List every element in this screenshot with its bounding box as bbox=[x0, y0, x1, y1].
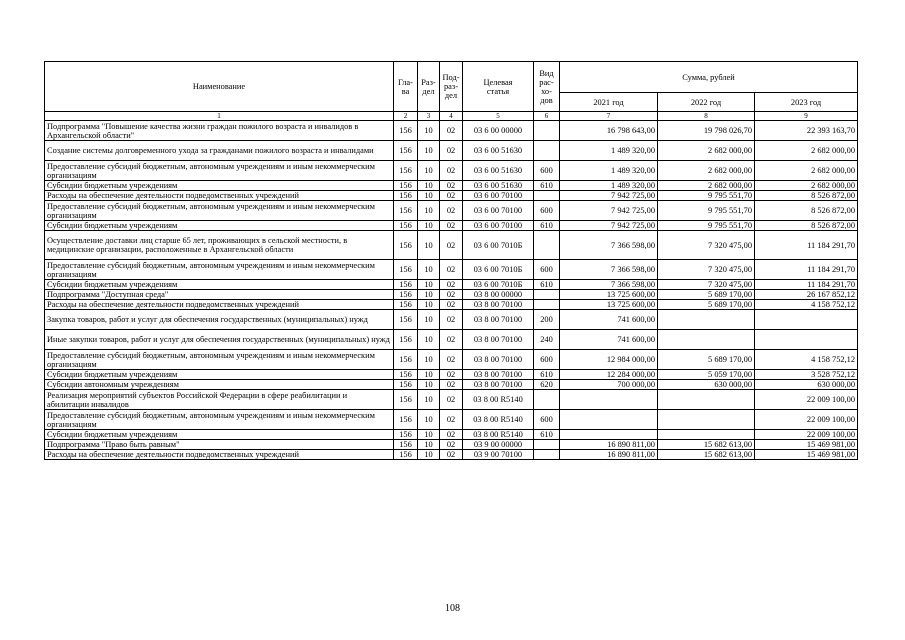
row-razdel: 10 bbox=[418, 300, 440, 310]
row-vid-rashodov bbox=[534, 390, 560, 410]
table-body bbox=[45, 121, 858, 460]
row-razdel: 10 bbox=[418, 290, 440, 300]
row-sum-2022: 5 059 170,00 bbox=[658, 370, 755, 380]
row-razdel: 10 bbox=[418, 410, 440, 430]
row-name: Предоставление субсидий бюджетным, автономным учреждениям и иным некоммерческим организациям bbox=[45, 260, 394, 280]
row-sum-2023: 22 009 100,00 bbox=[755, 430, 858, 440]
table-row bbox=[45, 260, 858, 280]
row-sum-2021: 7 366 598,00 bbox=[560, 260, 658, 280]
row-vid-rashodov: 620 bbox=[534, 380, 560, 390]
row-vid-rashodov: 600 bbox=[534, 260, 560, 280]
row-razdel: 10 bbox=[418, 450, 440, 460]
row-name: Субсидии бюджетным учреждениям bbox=[45, 370, 394, 380]
table-row bbox=[45, 440, 858, 450]
row-vid-rashodov: 600 bbox=[534, 201, 560, 221]
row-podrazdel: 02 bbox=[440, 390, 463, 410]
row-sum-2021 bbox=[560, 430, 658, 440]
row-sum-2023: 22 009 100,00 bbox=[755, 390, 858, 410]
column-number: 5 bbox=[463, 112, 534, 121]
row-podrazdel: 02 bbox=[440, 410, 463, 430]
row-sum-2023: 4 158 752,12 bbox=[755, 300, 858, 310]
row-glava: 156 bbox=[394, 191, 418, 201]
row-podrazdel: 02 bbox=[440, 161, 463, 181]
table-row bbox=[45, 430, 858, 440]
row-glava: 156 bbox=[394, 430, 418, 440]
row-sum-2021: 16 890 811,00 bbox=[560, 450, 658, 460]
row-glava: 156 bbox=[394, 201, 418, 221]
row-cel-statya: 03 8 00 R5140 bbox=[463, 430, 534, 440]
table-row bbox=[45, 141, 858, 161]
row-vid-rashodov bbox=[534, 121, 560, 141]
row-sum-2021: 7 366 598,00 bbox=[560, 231, 658, 260]
row-podrazdel: 02 bbox=[440, 380, 463, 390]
row-sum-2022 bbox=[658, 310, 755, 330]
row-sum-2022: 9 795 551,70 bbox=[658, 201, 755, 221]
row-sum-2022: 2 682 000,00 bbox=[658, 141, 755, 161]
row-podrazdel: 02 bbox=[440, 450, 463, 460]
table-row bbox=[45, 280, 858, 290]
row-sum-2021: 16 890 811,00 bbox=[560, 440, 658, 450]
row-sum-2022: 5 689 170,00 bbox=[658, 350, 755, 370]
row-sum-2021 bbox=[560, 390, 658, 410]
column-number: 1 bbox=[45, 112, 394, 121]
header-glava: Гла- ва bbox=[394, 62, 418, 112]
budget-table-container bbox=[44, 61, 858, 460]
row-name: Субсидии бюджетным учреждениям bbox=[45, 430, 394, 440]
row-sum-2021 bbox=[560, 410, 658, 430]
row-vid-rashodov: 610 bbox=[534, 221, 560, 231]
row-vid-rashodov bbox=[534, 290, 560, 300]
row-sum-2022 bbox=[658, 330, 755, 350]
row-sum-2023: 4 158 752,12 bbox=[755, 350, 858, 370]
row-sum-2021: 7 942 725,00 bbox=[560, 191, 658, 201]
row-sum-2023: 15 469 981,00 bbox=[755, 440, 858, 450]
row-sum-2022: 630 000,00 bbox=[658, 380, 755, 390]
row-sum-2023: 2 682 000,00 bbox=[755, 161, 858, 181]
row-sum-2023: 11 184 291,70 bbox=[755, 231, 858, 260]
row-vid-rashodov: 200 bbox=[534, 310, 560, 330]
row-sum-2023: 8 526 872,00 bbox=[755, 191, 858, 201]
column-number: 2 bbox=[394, 112, 418, 121]
table-row bbox=[45, 300, 858, 310]
row-glava: 156 bbox=[394, 410, 418, 430]
table-row bbox=[45, 231, 858, 260]
row-vid-rashodov bbox=[534, 440, 560, 450]
column-number-row bbox=[45, 112, 858, 121]
row-vid-rashodov bbox=[534, 300, 560, 310]
row-glava: 156 bbox=[394, 350, 418, 370]
row-sum-2022: 9 795 551,70 bbox=[658, 191, 755, 201]
row-name: Осуществление доставки лиц старше 65 лет, проживающих в сельской местности, в медицинские организации, расположенные в Архангельской области bbox=[45, 231, 394, 260]
row-name: Расходы на обеспечение деятельности подведомственных учреждений bbox=[45, 300, 394, 310]
row-razdel: 10 bbox=[418, 181, 440, 191]
row-razdel: 10 bbox=[418, 161, 440, 181]
row-name: Подпрограмма "Право быть равным" bbox=[45, 440, 394, 450]
row-name: Закупка товаров, работ и услуг для обеспечения государственных (муниципальных) нужд bbox=[45, 310, 394, 330]
row-sum-2021: 1 489 320,00 bbox=[560, 141, 658, 161]
table-row bbox=[45, 221, 858, 231]
table-row bbox=[45, 410, 858, 430]
row-razdel: 10 bbox=[418, 201, 440, 221]
row-name: Подпрограмма "Повышение качества жизни граждан пожилого возраста и инвалидов в Архангельской области" bbox=[45, 121, 394, 141]
row-glava: 156 bbox=[394, 370, 418, 380]
row-sum-2023: 2 682 000,00 bbox=[755, 181, 858, 191]
table-row bbox=[45, 191, 858, 201]
row-name: Предоставление субсидий бюджетным, автономным учреждениям и иным некоммерческим организациям bbox=[45, 201, 394, 221]
row-razdel: 10 bbox=[418, 191, 440, 201]
table-row bbox=[45, 290, 858, 300]
row-cel-statya: 03 6 00 51630 bbox=[463, 181, 534, 191]
row-cel-statya: 03 6 00 7010Б bbox=[463, 260, 534, 280]
row-razdel: 10 bbox=[418, 260, 440, 280]
row-podrazdel: 02 bbox=[440, 370, 463, 380]
row-name: Расходы на обеспечение деятельности подведомственных учреждений bbox=[45, 450, 394, 460]
row-glava: 156 bbox=[394, 231, 418, 260]
header-year-2021: 2021 год bbox=[560, 93, 658, 112]
budget-table bbox=[44, 61, 858, 460]
table-row bbox=[45, 350, 858, 370]
table-row bbox=[45, 201, 858, 221]
table-row bbox=[45, 390, 858, 410]
row-sum-2023: 630 000,00 bbox=[755, 380, 858, 390]
row-cel-statya: 03 6 00 51630 bbox=[463, 161, 534, 181]
row-vid-rashodov: 600 bbox=[534, 350, 560, 370]
row-podrazdel: 02 bbox=[440, 141, 463, 161]
row-sum-2022: 5 689 170,00 bbox=[658, 300, 755, 310]
row-sum-2021: 13 725 600,00 bbox=[560, 290, 658, 300]
row-podrazdel: 02 bbox=[440, 260, 463, 280]
row-sum-2022 bbox=[658, 390, 755, 410]
row-podrazdel: 02 bbox=[440, 231, 463, 260]
row-podrazdel: 02 bbox=[440, 221, 463, 231]
column-number: 3 bbox=[418, 112, 440, 121]
table-row bbox=[45, 450, 858, 460]
row-razdel: 10 bbox=[418, 370, 440, 380]
row-razdel: 10 bbox=[418, 440, 440, 450]
row-cel-statya: 03 8 00 70100 bbox=[463, 380, 534, 390]
row-cel-statya: 03 6 00 7010Б bbox=[463, 231, 534, 260]
row-podrazdel: 02 bbox=[440, 280, 463, 290]
row-name: Субсидии автономным учреждениям bbox=[45, 380, 394, 390]
row-cel-statya: 03 9 00 00000 bbox=[463, 440, 534, 450]
row-vid-rashodov: 610 bbox=[534, 430, 560, 440]
header-razdel: Раз- дел bbox=[418, 62, 440, 112]
row-podrazdel: 02 bbox=[440, 290, 463, 300]
row-podrazdel: 02 bbox=[440, 191, 463, 201]
row-cel-statya: 03 8 00 70100 bbox=[463, 300, 534, 310]
row-vid-rashodov: 600 bbox=[534, 410, 560, 430]
row-podrazdel: 02 bbox=[440, 201, 463, 221]
table-row bbox=[45, 121, 858, 141]
row-sum-2021: 13 725 600,00 bbox=[560, 300, 658, 310]
table-row bbox=[45, 161, 858, 181]
row-sum-2022: 15 682 613,00 bbox=[658, 450, 755, 460]
row-sum-2021: 16 798 643,00 bbox=[560, 121, 658, 141]
row-vid-rashodov bbox=[534, 141, 560, 161]
row-sum-2023: 15 469 981,00 bbox=[755, 450, 858, 460]
header-name: Наименование bbox=[45, 62, 394, 112]
row-vid-rashodov: 610 bbox=[534, 370, 560, 380]
table-row bbox=[45, 310, 858, 330]
row-podrazdel: 02 bbox=[440, 121, 463, 141]
row-sum-2022 bbox=[658, 430, 755, 440]
row-glava: 156 bbox=[394, 300, 418, 310]
header-vid-rashodov: Вид рас- хо- дов bbox=[534, 62, 560, 112]
column-number: 4 bbox=[440, 112, 463, 121]
row-sum-2023: 3 528 752,12 bbox=[755, 370, 858, 380]
row-cel-statya: 03 6 00 70100 bbox=[463, 221, 534, 231]
row-sum-2022: 2 682 000,00 bbox=[658, 181, 755, 191]
row-podrazdel: 02 bbox=[440, 310, 463, 330]
row-sum-2021: 741 600,00 bbox=[560, 310, 658, 330]
table-row bbox=[45, 181, 858, 191]
row-glava: 156 bbox=[394, 330, 418, 350]
row-name: Подпрограмма "Доступная среда" bbox=[45, 290, 394, 300]
row-sum-2023: 22 009 100,00 bbox=[755, 410, 858, 430]
row-cel-statya: 03 8 00 R5140 bbox=[463, 390, 534, 410]
row-cel-statya: 03 8 00 70100 bbox=[463, 330, 534, 350]
row-razdel: 10 bbox=[418, 141, 440, 161]
row-podrazdel: 02 bbox=[440, 350, 463, 370]
header-summa: Сумма, рублей bbox=[560, 62, 858, 93]
row-cel-statya: 03 8 00 70100 bbox=[463, 310, 534, 330]
row-sum-2021: 1 489 320,00 bbox=[560, 161, 658, 181]
page-number: 108 bbox=[445, 603, 460, 614]
row-sum-2022: 7 320 475,00 bbox=[658, 280, 755, 290]
row-glava: 156 bbox=[394, 310, 418, 330]
table-row bbox=[45, 380, 858, 390]
row-glava: 156 bbox=[394, 440, 418, 450]
table-row bbox=[45, 370, 858, 380]
row-sum-2021: 7 942 725,00 bbox=[560, 201, 658, 221]
row-sum-2022: 5 689 170,00 bbox=[658, 290, 755, 300]
column-number: 7 bbox=[560, 112, 658, 121]
row-name: Субсидии бюджетным учреждениям bbox=[45, 280, 394, 290]
column-number: 8 bbox=[658, 112, 755, 121]
row-razdel: 10 bbox=[418, 430, 440, 440]
row-sum-2023: 8 526 872,00 bbox=[755, 221, 858, 231]
row-sum-2023 bbox=[755, 330, 858, 350]
header-year-2023: 2023 год bbox=[755, 93, 858, 112]
column-number: 9 bbox=[755, 112, 858, 121]
row-name: Создание системы долговременного ухода за гражданами пожилого возраста и инвалидами bbox=[45, 141, 394, 161]
row-sum-2023: 2 682 000,00 bbox=[755, 141, 858, 161]
row-sum-2023 bbox=[755, 310, 858, 330]
row-vid-rashodov bbox=[534, 450, 560, 460]
table-header bbox=[45, 62, 858, 121]
row-sum-2023: 26 167 852,12 bbox=[755, 290, 858, 300]
row-vid-rashodov: 600 bbox=[534, 161, 560, 181]
row-vid-rashodov: 240 bbox=[534, 330, 560, 350]
row-sum-2023: 11 184 291,70 bbox=[755, 260, 858, 280]
row-cel-statya: 03 9 00 70100 bbox=[463, 450, 534, 460]
row-glava: 156 bbox=[394, 290, 418, 300]
row-sum-2021: 7 366 598,00 bbox=[560, 280, 658, 290]
row-podrazdel: 02 bbox=[440, 330, 463, 350]
row-name: Расходы на обеспечение деятельности подведомственных учреждений bbox=[45, 191, 394, 201]
row-glava: 156 bbox=[394, 280, 418, 290]
row-sum-2021: 12 284 000,00 bbox=[560, 370, 658, 380]
row-podrazdel: 02 bbox=[440, 430, 463, 440]
row-glava: 156 bbox=[394, 450, 418, 460]
row-sum-2021: 700 000,00 bbox=[560, 380, 658, 390]
row-name: Субсидии бюджетным учреждениям bbox=[45, 181, 394, 191]
row-cel-statya: 03 8 00 R5140 bbox=[463, 410, 534, 430]
row-sum-2021: 741 600,00 bbox=[560, 330, 658, 350]
row-name: Иные закупки товаров, работ и услуг для обеспечения государственных (муниципальных) нужд bbox=[45, 330, 394, 350]
header-year-2022: 2022 год bbox=[658, 93, 755, 112]
row-glava: 156 bbox=[394, 380, 418, 390]
row-cel-statya: 03 8 00 70100 bbox=[463, 370, 534, 380]
row-cel-statya: 03 6 00 70100 bbox=[463, 191, 534, 201]
header-cel-statya: Целевая статья bbox=[463, 62, 534, 112]
row-vid-rashodov: 610 bbox=[534, 181, 560, 191]
row-name: Реализация мероприятий субъектов Российской Федерации в сфере реабилитации и абилитации инвалидов bbox=[45, 390, 394, 410]
row-sum-2022: 7 320 475,00 bbox=[658, 260, 755, 280]
row-razdel: 10 bbox=[418, 280, 440, 290]
row-razdel: 10 bbox=[418, 350, 440, 370]
row-sum-2023: 8 526 872,00 bbox=[755, 201, 858, 221]
row-cel-statya: 03 6 00 70100 bbox=[463, 201, 534, 221]
header-podrazdel: Под- раз- дел bbox=[440, 62, 463, 112]
row-name: Предоставление субсидий бюджетным, автономным учреждениям и иным некоммерческим организациям bbox=[45, 161, 394, 181]
row-sum-2023: 11 184 291,70 bbox=[755, 280, 858, 290]
table-row bbox=[45, 330, 858, 350]
row-cel-statya: 03 8 00 00000 bbox=[463, 290, 534, 300]
row-sum-2022 bbox=[658, 410, 755, 430]
row-glava: 156 bbox=[394, 221, 418, 231]
row-razdel: 10 bbox=[418, 390, 440, 410]
row-razdel: 10 bbox=[418, 380, 440, 390]
row-podrazdel: 02 bbox=[440, 181, 463, 191]
row-name: Предоставление субсидий бюджетным, автономным учреждениям и иным некоммерческим организациям bbox=[45, 410, 394, 430]
row-sum-2022: 9 795 551,70 bbox=[658, 221, 755, 231]
row-cel-statya: 03 8 00 70100 bbox=[463, 350, 534, 370]
row-sum-2022: 19 798 026,70 bbox=[658, 121, 755, 141]
column-number: 6 bbox=[534, 112, 560, 121]
row-glava: 156 bbox=[394, 260, 418, 280]
row-glava: 156 bbox=[394, 161, 418, 181]
row-glava: 156 bbox=[394, 390, 418, 410]
row-cel-statya: 03 6 00 7010Б bbox=[463, 280, 534, 290]
row-razdel: 10 bbox=[418, 330, 440, 350]
row-glava: 156 bbox=[394, 181, 418, 191]
row-razdel: 10 bbox=[418, 121, 440, 141]
row-razdel: 10 bbox=[418, 310, 440, 330]
row-podrazdel: 02 bbox=[440, 440, 463, 450]
row-sum-2022: 15 682 613,00 bbox=[658, 440, 755, 450]
row-name: Субсидии бюджетным учреждениям bbox=[45, 221, 394, 231]
row-cel-statya: 03 6 00 00000 bbox=[463, 121, 534, 141]
row-vid-rashodov bbox=[534, 191, 560, 201]
row-sum-2023: 22 393 163,70 bbox=[755, 121, 858, 141]
row-cel-statya: 03 6 00 51630 bbox=[463, 141, 534, 161]
row-name: Предоставление субсидий бюджетным, автономным учреждениям и иным некоммерческим организациям bbox=[45, 350, 394, 370]
row-glava: 156 bbox=[394, 141, 418, 161]
row-sum-2022: 7 320 475,00 bbox=[658, 231, 755, 260]
row-glava: 156 bbox=[394, 121, 418, 141]
row-sum-2022: 2 682 000,00 bbox=[658, 161, 755, 181]
row-sum-2021: 1 489 320,00 bbox=[560, 181, 658, 191]
row-sum-2021: 12 984 000,00 bbox=[560, 350, 658, 370]
row-podrazdel: 02 bbox=[440, 300, 463, 310]
row-vid-rashodov: 610 bbox=[534, 280, 560, 290]
row-razdel: 10 bbox=[418, 231, 440, 260]
row-vid-rashodov bbox=[534, 231, 560, 260]
row-razdel: 10 bbox=[418, 221, 440, 231]
row-sum-2021: 7 942 725,00 bbox=[560, 221, 658, 231]
